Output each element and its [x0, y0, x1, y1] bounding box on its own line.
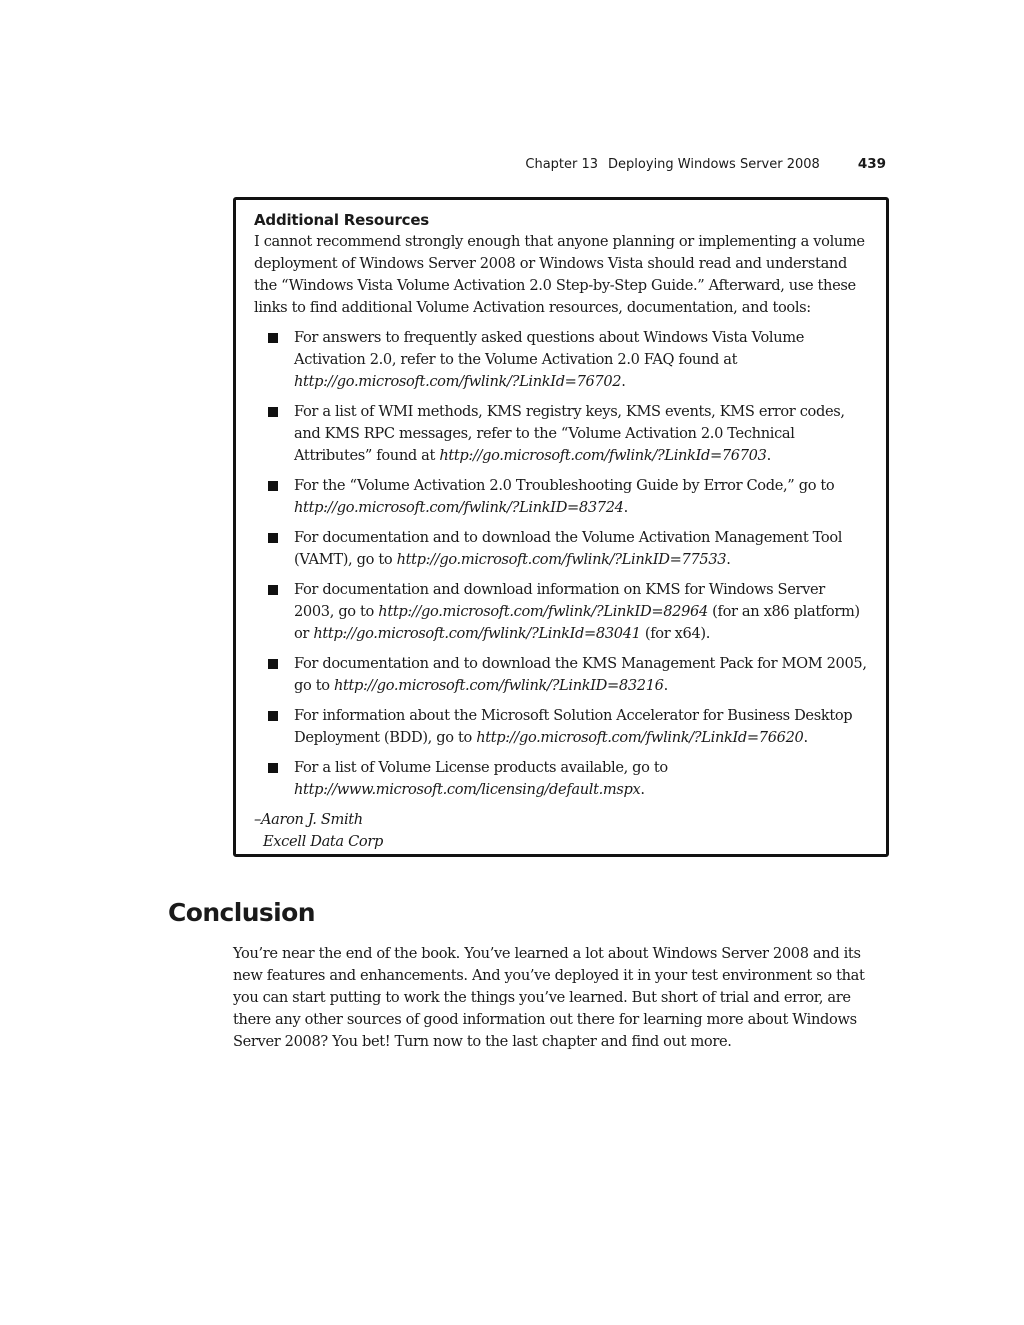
- item-text: For answers to frequently asked questions about Windows Vista Volume Activation 2.0, refer to the Volume Activation 2.0 FAQ found at: [294, 329, 805, 368]
- item-end: .: [803, 729, 808, 746]
- item-text: For documentation and to download the Volume Activation Management Tool (VAMT), go to: [294, 529, 843, 568]
- item-end: .: [623, 499, 628, 516]
- list-item: [254, 401, 868, 467]
- item-end: .: [766, 447, 771, 464]
- author-name: –Aaron J. Smith: [254, 811, 363, 828]
- item-end: .: [726, 551, 731, 568]
- resource-link[interactable]: http://go.microsoft.com/fwlink/?LinkId=76703: [439, 447, 767, 464]
- resource-list: [254, 327, 868, 801]
- item-text: For documentation and to download the KMS Management Pack for MOM 2005, go to: [294, 655, 867, 694]
- square-bullet-icon: [268, 711, 278, 721]
- item-end: .: [663, 677, 668, 694]
- section-heading: Conclusion: [168, 898, 315, 927]
- resource-link[interactable]: http://go.microsoft.com/fwlink/?LinkId=76702: [294, 373, 622, 390]
- resource-link[interactable]: http://go.microsoft.com/fwlink/?LinkID=82964: [378, 603, 708, 620]
- list-item: [254, 653, 868, 697]
- chapter-title: Deploying Windows Server 2008: [608, 157, 820, 172]
- item-end: .: [621, 373, 626, 390]
- list-item: [254, 527, 868, 571]
- resource-link[interactable]: http://go.microsoft.com/fwlink/?LinkID=83216: [333, 677, 664, 694]
- attribution: [254, 809, 868, 853]
- list-item: [254, 327, 868, 393]
- sidebar-intro: I cannot recommend strongly enough that anyone planning or implementing a volume deployment of Windows Server 2008 or Windows Vista should read and understand the “Windows Vista Volume Activation 2.0 Step-by-Step Guide.” Afterward, use these links to find additional Volume Activation resources, documentation, and tools:: [254, 233, 865, 316]
- item-text: For the “Volume Activation 2.0 Troubleshooting Guide by Error Code,” go to: [294, 477, 835, 494]
- list-item: [254, 579, 868, 645]
- square-bullet-icon: [268, 533, 278, 543]
- square-bullet-icon: [268, 407, 278, 417]
- conclusion-body: You’re near the end of the book. You’ve learned a lot about Windows Server 2008 and its new features and enhancements. And you’ve deployed it in your test environment so that you can start putting to work the things you’ve learned. But short of trial and error, are there any other sources of good information out there for learning more about Windows Server 2008? You bet! Turn now to the last chapter and find out more.: [233, 945, 865, 1050]
- item-mid: (for an x86 platform) or: [294, 603, 860, 642]
- resource-link[interactable]: http://go.microsoft.com/fwlink/?LinkID=83724: [294, 499, 624, 516]
- resource-link[interactable]: http://www.microsoft.com/licensing/default.mspx: [294, 781, 641, 798]
- square-bullet-icon: [268, 763, 278, 773]
- item-text: For a list of WMI methods, KMS registry keys, KMS events, KMS error codes, and KMS RPC messages, refer to the “Volume Activation 2.0 Technical Attributes” found at: [294, 403, 845, 464]
- resource-link-x64[interactable]: http://go.microsoft.com/fwlink/?LinkId=83041: [313, 625, 641, 642]
- additional-resources-sidebar: [233, 197, 889, 857]
- running-header: [500, 156, 886, 172]
- item-end: .: [640, 781, 645, 798]
- list-item: [254, 705, 868, 749]
- page-number: 439: [857, 156, 886, 172]
- square-bullet-icon: [268, 481, 278, 491]
- list-item: [254, 757, 868, 801]
- resource-link[interactable]: http://go.microsoft.com/fwlink/?LinkId=76620: [476, 729, 804, 746]
- item-end: (for x64).: [640, 625, 711, 642]
- square-bullet-icon: [268, 585, 278, 595]
- item-text: For information about the Microsoft Solution Accelerator for Business Desktop Deployment (BDD), go to: [294, 707, 853, 746]
- item-text: For a list of Volume License products available, go to: [294, 759, 668, 776]
- item-text: For documentation and download information on KMS for Windows Server 2003, go to: [294, 581, 825, 620]
- chapter-label: Chapter 13: [525, 157, 599, 172]
- resource-link[interactable]: http://go.microsoft.com/fwlink/?LinkID=77533: [396, 551, 727, 568]
- square-bullet-icon: [268, 333, 278, 343]
- sidebar-title: Additional Resources: [254, 211, 430, 229]
- author-company: Excell Data Corp: [263, 833, 383, 850]
- square-bullet-icon: [268, 659, 278, 669]
- list-item: [254, 475, 868, 519]
